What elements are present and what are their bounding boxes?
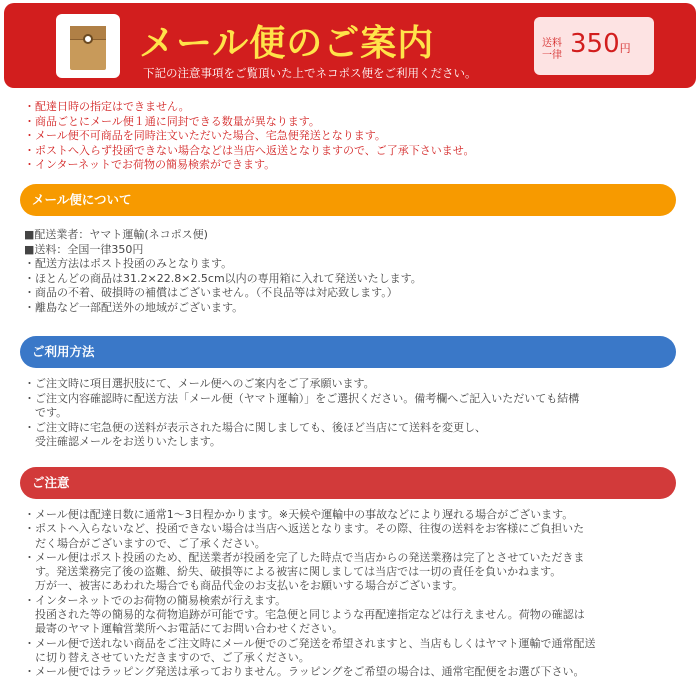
about-line: ・離島など一部配送外の地域がございます。 — [24, 300, 244, 314]
caution-line: だく場合がございますので、ご了承ください。 — [24, 536, 266, 550]
caution-line: に切り替えさせていただきますので、ご了承ください。 — [24, 650, 310, 664]
caution-line: ・メール便で送れない商品をご注文時にメール便でのご発送を希望されますと、当店もしくはヤマト運輸で通常配送 — [24, 636, 596, 650]
caution-line: す。発送業務完了後の盗難、紛失、破損等による被害に関しましては当店では一切の責任を負いかねます。 — [24, 565, 562, 579]
usage-line: ・ご注文内容確認時に配送方法「メール便（ヤマト運輸）」をご選択ください。備考欄へご記入いただいても結構 — [24, 391, 580, 405]
note-item: ・インターネットでお荷物の簡易検索ができます。 — [24, 158, 276, 171]
about-line: ・ほとんどの商品は31.2×22.8×2.5cm以内の専用箱に入れて発送いたします。 — [24, 271, 422, 285]
page-title: メール便のご案内 — [139, 23, 435, 64]
section-body-about — [24, 228, 684, 315]
section-body-caution — [24, 508, 684, 680]
caution-line: ・メール便はポスト投函のため、配送業者が投函を完了した時点で当店からの発送業務は完了とさせていただきま — [24, 550, 585, 564]
usage-line: 受注確認メールをお送りいたします。 — [24, 435, 221, 448]
header-banner — [4, 3, 696, 88]
caution-line: 最寄のヤマト運輸営業所へお電話にてお問い合わせください。 — [24, 622, 343, 636]
page-subtitle: 下記の注意事項をご覧頂いた上でネコポス便をご利用ください。 — [143, 66, 477, 80]
section-header-usage: ご利用方法 — [20, 336, 676, 368]
about-line: ・商品の不着、破損時の補償はございません。（不良品等は対応致します。） — [24, 286, 398, 299]
note-item: ・配達日時の指定はできません。 — [24, 100, 190, 113]
price-unit: 円 — [619, 42, 631, 55]
price-label: 送料一律 — [542, 38, 562, 61]
usage-line: です。 — [24, 406, 68, 419]
section-header-caution: ご注意 — [20, 467, 676, 499]
caution-line: ・インターネットでのお荷物の簡易検索が行えます。 — [24, 593, 287, 607]
note-item: ・ポストへ入らず投函できない場合などは当店へ返送となりますので、ご了承下さいませ。 — [24, 143, 475, 157]
usage-line: ・ご注文時に項目選択肢にて、メール便へのご案内をご了承願います。 — [24, 377, 375, 390]
about-line: ■送料：全国一律350円 — [24, 242, 144, 256]
note-item: ・メール便不可商品を同時注文いただいた場合、宅急便発送となります。 — [24, 129, 386, 142]
section-header-about: メール便について — [20, 184, 676, 216]
envelope-icon — [56, 14, 120, 78]
important-notes — [24, 100, 684, 173]
usage-line: ・ご注文時に宅急便の送料が表示された場合に関しましても、後ほど当店にて送料を変更し、 — [24, 420, 486, 434]
about-line: ■配送業者：ヤマト運輸(ネコポス便) — [24, 228, 208, 241]
note-item: ・商品ごとにメール便１通に同封できる数量が異なります。 — [24, 114, 320, 128]
price-badge — [534, 17, 654, 75]
section-body-usage — [24, 377, 684, 450]
caution-line: 投函された等の簡易的な荷物追跡が可能です。宅急便と同じような再配達指定などは行えません。荷物の確認は — [24, 608, 585, 622]
caution-line: ・メール便ではラッピング発送は承っておりません。ラッピングをご希望の場合は、通常宅配便をお選び下さい。 — [24, 665, 585, 679]
about-line: ・配送方法はポスト投函のみとなります。 — [24, 257, 233, 270]
caution-line: 万が一、被害にあわれた場合でも商品代金のお支払いをお願いする場合がございます。 — [24, 579, 464, 593]
price-value: 350円 — [570, 29, 631, 59]
caution-line: ・ポストへ入らないなど、投函できない場合は当店へ返送となります。その際、往復の送料をお客様にご負担いた — [24, 522, 585, 536]
caution-line: ・メール便は配達日数に通常1〜3日程かかります。※天候や運輸中の事故などにより遅れる場合がございます。 — [24, 508, 574, 521]
